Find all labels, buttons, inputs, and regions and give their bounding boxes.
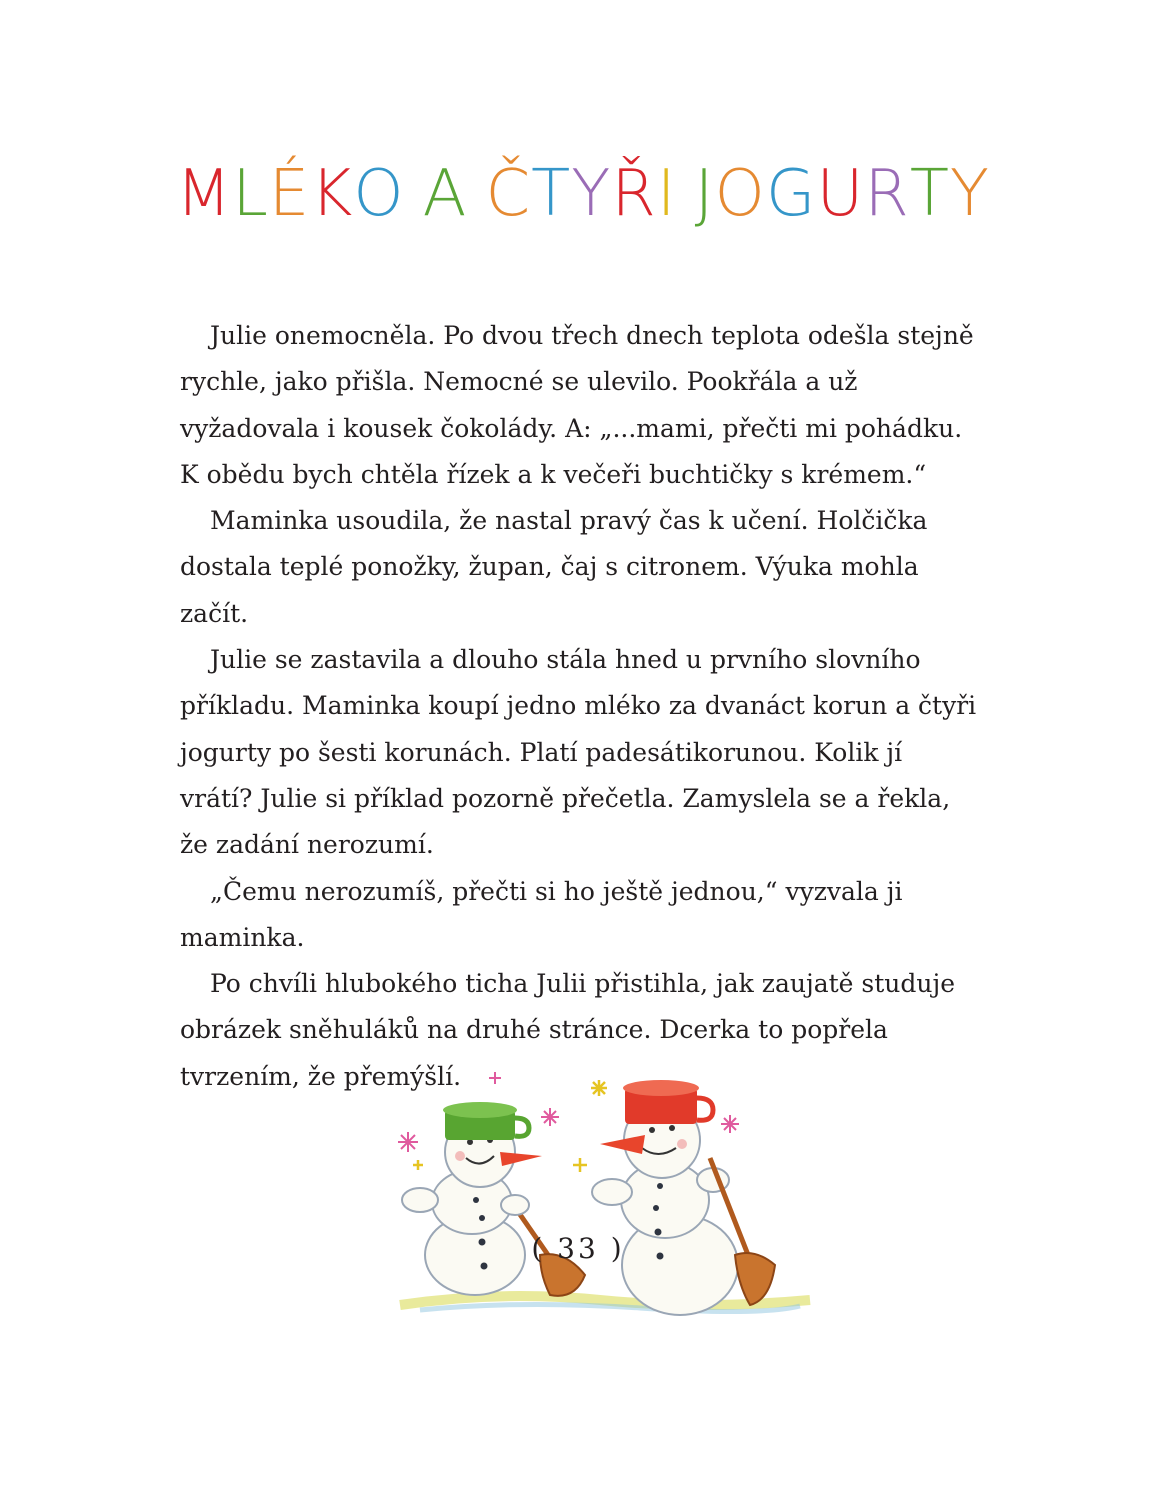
paragraph: „Čemu nerozumíš, přečti si ho ještě jednou,“ vyzvala ji maminka. (180, 876, 903, 952)
paragraph: Maminka usoudila, že nastal pravý čas k učení. Holčička dostala teplé ponožky, župan, čaj s citronem. Výuka mohla začít. (180, 506, 928, 628)
paragraph: Po chvíli hlubokého ticha Julii přistihla, jak zaujatě studuje obrázek sněhuláků na druhé stránce. Dcerka to popřela tvrzením, že přemýšlí. (180, 969, 956, 1091)
title-letter: T (531, 157, 572, 231)
title-letter: T (909, 157, 950, 231)
paragraph: Julie se zastavila a dlouho stála hned u prvního slovního příkladu. Maminka koupí jedno mléko za dvanáct korun a čtyři jogurty po šesti korunách. Platí padesátikorunou. Kolik jí vrátí? Julie si příklad pozorně přečetla. Zamyslela se a řekla, že zadání nerozumí. (180, 645, 977, 860)
title-letter: L (232, 157, 269, 231)
right-snowman (592, 1080, 775, 1315)
title-letter: G (765, 157, 817, 231)
title-letter: R (864, 157, 910, 231)
title-letter: Č (485, 157, 532, 231)
title-letter: Y (571, 157, 612, 231)
title-letter: K (310, 157, 354, 231)
chapter-title (176, 157, 990, 231)
title-letter: J (694, 157, 715, 231)
title-letter: O (353, 157, 405, 231)
title-letter (405, 162, 423, 226)
title-letter (467, 162, 485, 226)
chapter-body (180, 313, 980, 1100)
paragraph: Julie onemocněla. Po dvou třech dnech teplota odešla stejně rychle, jako přišla. Nemocné se ulevilo. Pookřála a už vyžadovala i kousek čokolády. A: „...mami, přečti mi pohádku. K obědu bych chtěla řízek a k večeři buchtičky s krémem.“ (180, 321, 974, 489)
title-letter: Ř (611, 157, 657, 231)
title-letter (677, 162, 695, 226)
title-letter: A (422, 157, 468, 231)
snowmen-illustration (380, 1060, 820, 1330)
left-snowman (402, 1102, 585, 1296)
title-letter: I (656, 157, 677, 231)
title-letter: M (176, 157, 233, 231)
title-letter: É (268, 157, 311, 231)
title-letter: U (816, 157, 865, 231)
title-letter: O (714, 157, 766, 231)
title-letter: Y (949, 157, 990, 231)
page-number: ( 33 ) (531, 1232, 625, 1265)
